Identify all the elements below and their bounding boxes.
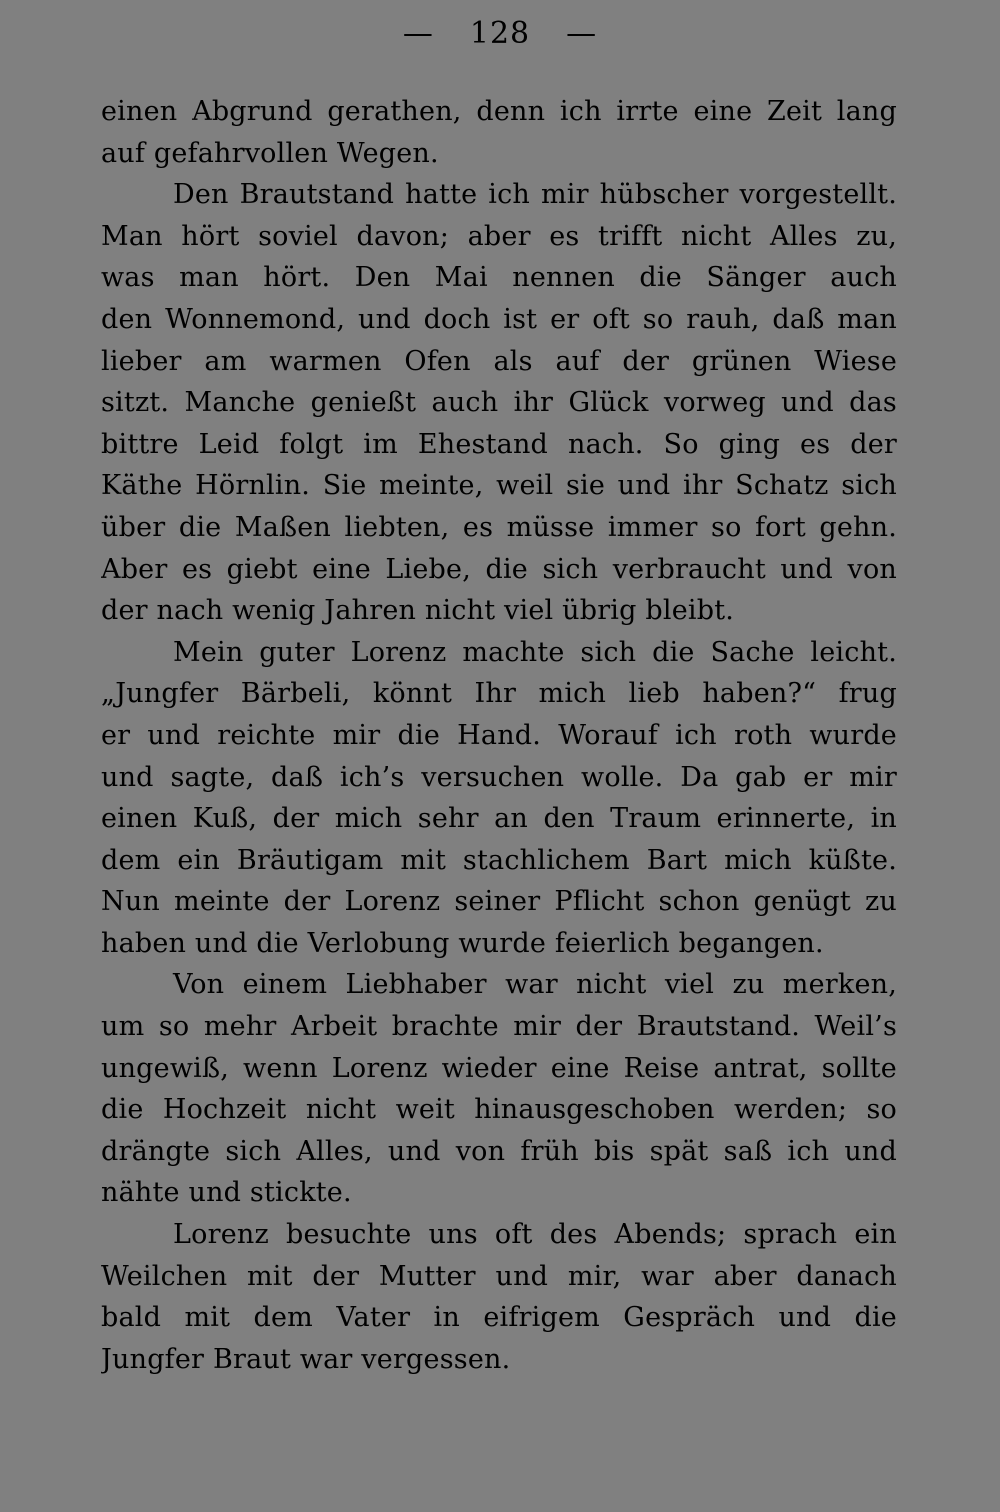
text-line: er und reichte mir die Hand. Worauf ich roth wurde [101, 719, 897, 751]
text-line: sitzt. Manche genießt auch ihr Glück vorweg und das [101, 387, 897, 419]
text-line: haben und die Verlobung wurde feierlich begangen. [101, 927, 824, 959]
paragraph [101, 632, 897, 965]
paragraph [101, 1214, 897, 1380]
text-line: Jungfer Braut war vergessen. [101, 1343, 511, 1375]
header-dash-left: — [402, 16, 434, 51]
text-line: über die Maßen liebten, es müsse immer so fort gehn. [101, 511, 897, 543]
page-number: 128 [469, 16, 531, 51]
text-line: der nach wenig Jahren nicht viel übrig bleibt. [101, 595, 735, 627]
text-line: einen Kuß, der mich sehr an den Traum erinnerte, in [101, 803, 897, 835]
text-line: bittre Leid folgt im Ehestand nach. So ging es der [101, 428, 897, 460]
text-line: Nun meinte der Lorenz seiner Pflicht schon genügt zu [101, 886, 897, 918]
text-line: „Jungfer Bärbeli, könnt Ihr mich lieb haben?“ frug [101, 678, 897, 710]
text-line: auf gefahrvollen Wegen. [101, 137, 439, 169]
text-line: Man hört soviel davon; aber es trifft nicht Alles zu, [101, 220, 897, 252]
text-line: Weilchen mit der Mutter und mir, war aber danach [101, 1260, 897, 1292]
header-dash-right: — [566, 16, 598, 51]
text-line: bald mit dem Vater in eifrigem Gespräch und die [101, 1302, 897, 1334]
text-line: die Hochzeit nicht weit hinausgeschoben werden; so [101, 1094, 897, 1126]
text-line: Mein guter Lorenz machte sich die Sache leicht. [173, 636, 897, 668]
text-line: Aber es giebt eine Liebe, die sich verbraucht und von [101, 553, 897, 585]
page-body-text [101, 91, 897, 1380]
paragraph [101, 91, 897, 174]
text-line: was man hört. Den Mai nennen die Sänger auch [101, 262, 897, 294]
text-line: Lorenz besuchte uns oft des Abends; sprach ein [173, 1219, 897, 1251]
text-line: und sagte, daß ich’s versuchen wolle. Da gab er mir [101, 761, 897, 793]
page-header [0, 14, 1000, 54]
text-line: Von einem Liebhaber war nicht viel zu merken, [173, 969, 897, 1001]
paragraph [101, 174, 897, 632]
text-line: ungewiß, wenn Lorenz wieder eine Reise antrat, sollte [101, 1052, 897, 1084]
text-line: drängte sich Alles, und von früh bis spät saß ich und [101, 1135, 897, 1167]
text-line: lieber am warmen Ofen als auf der grünen Wiese [101, 345, 897, 377]
text-line: Käthe Hörnlin. Sie meinte, weil sie und ihr Schatz sich [101, 470, 897, 502]
paragraph [101, 964, 897, 1214]
text-line: um so mehr Arbeit brachte mir der Brautstand. Weil’s [101, 1011, 897, 1043]
text-line: dem ein Bräutigam mit stachlichem Bart mich küßte. [101, 844, 897, 876]
text-line: den Wonnemond, und doch ist er oft so rauh, daß man [101, 303, 897, 335]
text-line: einen Abgrund gerathen, denn ich irrte eine Zeit lang [101, 96, 897, 127]
text-line: nähte und stickte. [101, 1177, 352, 1209]
text-line: Den Brautstand hatte ich mir hübscher vorgestellt. [173, 179, 897, 211]
